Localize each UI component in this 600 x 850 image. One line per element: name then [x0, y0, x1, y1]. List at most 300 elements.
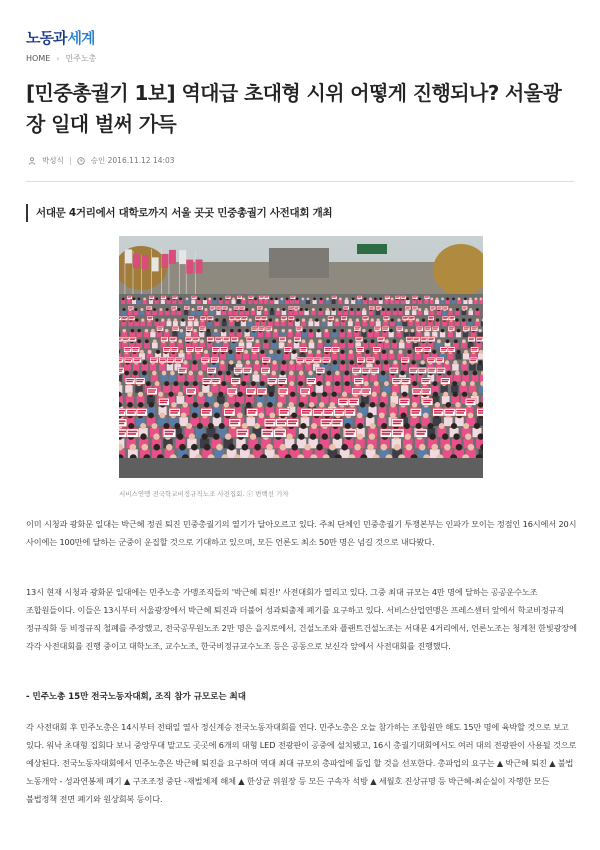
person-head	[322, 392, 327, 397]
person-body	[163, 385, 170, 393]
person-body	[154, 321, 159, 326]
person-body	[326, 375, 333, 382]
protest-sign-text	[437, 308, 441, 309]
protest-sign	[278, 388, 288, 395]
person-body	[376, 310, 380, 315]
article-subtitle: 서대문 4거리에서 대학로까지 서울 곳곳 민중총궐기 사전대회 개최	[26, 204, 332, 222]
person-head	[394, 444, 401, 451]
person-head	[345, 298, 348, 301]
person-head	[193, 329, 197, 333]
person-body	[428, 321, 433, 326]
protest-sign-text	[122, 317, 127, 318]
person-head	[201, 433, 207, 439]
person-head	[138, 402, 144, 408]
person-body	[299, 310, 303, 315]
protest-sign-text	[344, 307, 349, 308]
person-head	[264, 308, 267, 311]
person-body	[368, 332, 373, 337]
person-head	[357, 308, 360, 311]
person-body	[316, 385, 323, 393]
person-head	[271, 308, 274, 311]
protest-sign-text	[187, 327, 192, 328]
person-head	[281, 329, 285, 333]
person-head	[254, 444, 261, 451]
person-head	[334, 339, 338, 343]
person-head	[340, 339, 344, 343]
person-head	[240, 339, 244, 343]
person-head	[208, 298, 211, 301]
protest-sign-text	[186, 339, 191, 340]
protest-sign-text	[119, 412, 124, 414]
protest-sign-text	[393, 420, 402, 422]
protest-sign-text	[226, 296, 230, 297]
flag	[179, 250, 186, 264]
person-head	[156, 350, 160, 354]
protest-sign-text	[339, 400, 347, 401]
person-body	[392, 385, 399, 393]
protest-sign-text	[423, 400, 431, 401]
protest-sign-text	[382, 433, 390, 435]
person-body	[242, 300, 246, 304]
protest-sign-text	[160, 358, 167, 359]
protest-sign-text	[213, 350, 218, 351]
person-head	[208, 423, 214, 429]
person-body	[468, 300, 472, 304]
protest-sign-text	[477, 338, 483, 339]
protest-sign-text	[196, 350, 201, 351]
protest-sign-text	[122, 318, 126, 319]
person-body	[254, 364, 261, 371]
protest-sign-text	[406, 308, 410, 309]
person-body	[462, 375, 469, 382]
person-head	[288, 329, 292, 333]
protest-sign-text	[442, 381, 448, 382]
person-body	[191, 300, 195, 304]
person-head	[455, 402, 461, 408]
person-head	[177, 308, 180, 311]
person-body	[383, 321, 388, 326]
protest-sign-text	[259, 329, 264, 330]
protest-sign-text	[238, 431, 248, 433]
person-body	[227, 396, 235, 404]
person-head	[254, 298, 257, 301]
protest-sign-text	[168, 360, 174, 361]
person-body	[449, 321, 454, 326]
person-head	[173, 381, 178, 386]
protest-sign-text	[281, 318, 285, 319]
protest-sign-text	[289, 317, 294, 318]
person-head	[326, 298, 329, 301]
protest-sign-text	[378, 338, 384, 339]
person-body	[298, 375, 305, 382]
protest-sign-text	[317, 370, 323, 371]
person-body	[468, 310, 472, 315]
protest-sign-text	[230, 420, 239, 422]
person-head	[326, 308, 329, 311]
protest-sign-text	[160, 360, 166, 361]
person-head	[412, 381, 417, 386]
protest-sign-text	[210, 307, 215, 308]
protest-sign-text	[393, 433, 401, 435]
person-head	[335, 381, 340, 386]
person-body	[401, 364, 408, 371]
person-body	[207, 321, 212, 326]
protest-sign-text	[345, 433, 353, 435]
person-head	[130, 444, 137, 451]
person-body	[137, 332, 142, 337]
person-body	[143, 300, 147, 304]
person-body	[324, 332, 329, 337]
person-head	[159, 412, 165, 418]
protest-sign-text	[403, 318, 407, 319]
person-head	[445, 360, 449, 364]
person-body	[343, 310, 347, 315]
protest-sign	[124, 347, 132, 352]
person-body	[398, 310, 402, 315]
person-head	[443, 392, 448, 397]
person-head	[453, 392, 458, 397]
protest-sign-text	[125, 348, 131, 349]
protest-sign-text	[265, 420, 274, 422]
protest-sign-text	[242, 318, 246, 319]
person-body	[461, 321, 466, 326]
person-head	[183, 360, 187, 364]
protest-sign-text	[185, 308, 189, 309]
person-head	[127, 392, 132, 397]
person-head	[393, 360, 397, 364]
person-head	[137, 329, 141, 333]
person-head	[330, 402, 336, 408]
protest-sign-text	[196, 348, 202, 349]
protest-sign	[409, 367, 418, 373]
person-body	[386, 310, 390, 315]
person-body	[363, 300, 367, 304]
person-head	[272, 360, 276, 364]
person-head	[288, 402, 294, 408]
person-head	[478, 360, 482, 364]
person-head	[215, 318, 218, 321]
person-head	[299, 371, 304, 376]
person-body	[435, 321, 440, 326]
article-paragraph-1: 이미 시청과 광화문 일대는 박근혜 정권 퇴진 민중총궐기의 열기가 달아오르고 있다. 주최 단체인 민중총궐기 투쟁본부는 인파가 모이는 정점인 16시에서 20시 사이에는 100만에 달하는 군중이 운집할 것으로 기대하고 있으며, 모든 언론도 최소 50만 명은 넘길 것으로 내다봤다.	[26, 519, 577, 547]
person-head	[275, 318, 278, 321]
protest-sign-text	[222, 308, 226, 309]
protest-sign-text	[262, 370, 268, 371]
person-head	[258, 412, 264, 418]
protest-sign-text	[396, 296, 400, 297]
person-head	[379, 412, 385, 418]
person-head	[420, 360, 424, 364]
protest-sign-text	[119, 360, 122, 361]
person-head	[322, 318, 325, 321]
person-body	[463, 353, 469, 359]
protest-sign-text	[119, 317, 121, 318]
person-head	[207, 392, 212, 397]
protest-sign-text	[445, 412, 453, 414]
protest-sign-text	[151, 358, 158, 359]
author-name: 박성식	[42, 156, 64, 165]
person-body	[442, 321, 447, 326]
protest-sign-text	[357, 348, 363, 349]
protest-sign-text	[192, 297, 196, 298]
protest-sign-text	[332, 420, 341, 422]
person-head	[375, 360, 379, 364]
person-head	[250, 433, 256, 439]
person-head	[315, 318, 318, 321]
person-body	[144, 332, 149, 337]
person-head	[392, 339, 396, 343]
person-head	[405, 433, 411, 439]
site-logo[interactable]	[26, 28, 94, 48]
person-body	[442, 310, 446, 315]
protest-sign-text	[217, 308, 221, 309]
person-body	[316, 332, 321, 337]
protest-sign-text	[423, 402, 430, 403]
person-head	[429, 433, 435, 439]
person-body	[370, 375, 377, 382]
person-body	[200, 321, 205, 326]
protest-sign	[227, 388, 237, 395]
protest-sign-text	[170, 412, 178, 414]
person-head	[329, 444, 336, 451]
protest-sign-text	[285, 348, 291, 349]
person-head	[131, 329, 135, 333]
flag	[133, 254, 140, 268]
protest-sign-text	[353, 389, 361, 390]
person-head	[266, 444, 273, 451]
person-head	[469, 308, 472, 311]
person-body	[294, 343, 300, 349]
protest-sign-text	[123, 339, 128, 340]
protest-sign-text	[128, 433, 136, 435]
protest-sign	[163, 347, 171, 352]
protest-sign-text	[358, 360, 364, 361]
person-body	[362, 310, 366, 315]
protest-sign-text	[237, 296, 241, 297]
person-body	[479, 385, 483, 393]
person-head	[319, 308, 322, 311]
protest-sign-text	[148, 317, 153, 318]
person-head	[462, 318, 465, 321]
protest-sign-text	[208, 317, 213, 318]
protest-sign	[373, 347, 381, 352]
breadcrumb-home[interactable]: HOME	[26, 54, 51, 63]
person-head	[189, 433, 195, 439]
person-head	[468, 444, 475, 451]
person-head	[145, 339, 149, 343]
person-head	[192, 308, 195, 311]
person-body	[355, 321, 360, 326]
person-body	[474, 300, 478, 304]
protest-sign-text	[203, 379, 211, 380]
person-head	[141, 318, 144, 321]
protest-sign-text	[400, 402, 407, 403]
protest-sign	[447, 347, 455, 352]
person-body	[399, 343, 405, 349]
person-head	[174, 318, 177, 321]
person-head	[476, 308, 479, 311]
person-head	[374, 298, 377, 301]
protest-sign-text	[443, 308, 447, 309]
protest-sign	[178, 367, 187, 373]
protest-sign-text	[437, 307, 442, 308]
protest-sign-text	[208, 338, 214, 339]
person-head	[453, 433, 459, 439]
person-head	[242, 423, 248, 429]
protest-sign-text	[317, 369, 324, 370]
person-head	[416, 318, 419, 321]
person-body	[309, 343, 315, 349]
person-head	[290, 392, 295, 397]
person-head	[432, 381, 437, 386]
person-body	[435, 300, 439, 304]
person-body	[415, 353, 421, 359]
breadcrumb	[26, 53, 96, 64]
protest-sign-text	[400, 400, 408, 401]
protest-sign-text	[148, 318, 152, 319]
protest-sign-text	[127, 410, 136, 412]
person-head	[218, 371, 223, 376]
person-body	[195, 353, 201, 359]
person-head	[381, 423, 387, 429]
person-body	[408, 321, 413, 326]
person-head	[369, 433, 375, 439]
person-body	[121, 321, 126, 326]
protest-sign-text	[161, 338, 167, 339]
protest-sign-text	[212, 358, 219, 359]
protest-sign-text	[411, 410, 420, 412]
protest-sign-text	[277, 420, 286, 422]
person-head	[255, 360, 259, 364]
protest-sign-text	[291, 296, 295, 297]
protest-sign-text	[187, 350, 192, 351]
person-body	[159, 364, 166, 371]
person-body	[343, 375, 350, 382]
protest-sign-text	[164, 348, 170, 349]
protest-sign-text	[442, 379, 450, 380]
protest-sign	[421, 388, 431, 395]
person-body	[271, 364, 278, 371]
protest-sign-text	[437, 370, 443, 371]
protest-sign	[135, 378, 145, 384]
person-head	[452, 298, 455, 301]
protest-sign	[212, 347, 220, 352]
person-head	[191, 444, 198, 451]
protest-sign-text	[263, 360, 269, 361]
person-body	[440, 385, 447, 393]
person-head	[280, 444, 287, 451]
person-body	[380, 375, 387, 382]
protest-sign-text	[256, 317, 261, 318]
person-body	[469, 364, 476, 371]
protest-sign-text	[258, 391, 265, 392]
protest-sign-text	[119, 420, 126, 422]
person-body	[368, 300, 372, 304]
person-head	[242, 444, 249, 451]
person-body	[446, 300, 450, 304]
person-head	[365, 350, 369, 354]
protest-sign	[246, 388, 256, 395]
person-body	[448, 310, 452, 315]
breadcrumb-category[interactable]: 민주노총	[65, 54, 97, 63]
protest-sign-text	[416, 348, 422, 349]
protest-sign	[392, 378, 402, 384]
person-head	[245, 329, 249, 333]
protest-sign-text	[294, 308, 298, 309]
person-head	[158, 392, 163, 397]
protest-sign	[417, 367, 426, 373]
protest-sign-text	[208, 369, 215, 370]
protest-sign-text	[449, 327, 454, 328]
protest-sign-text	[472, 329, 477, 330]
protest-sign-text	[324, 410, 333, 412]
person-head	[368, 329, 372, 333]
person-head	[269, 318, 272, 321]
person-body	[187, 375, 194, 382]
person-head	[344, 371, 349, 376]
person-body	[296, 364, 303, 371]
person-head	[385, 339, 389, 343]
protest-sign-text	[244, 370, 250, 371]
person-body	[357, 300, 361, 304]
person-body	[254, 300, 258, 304]
person-head	[237, 412, 243, 418]
person-body	[457, 300, 461, 304]
person-head	[288, 339, 292, 343]
person-body	[461, 343, 467, 349]
protest-sign-text	[202, 360, 208, 361]
person-head	[371, 318, 374, 321]
person-head	[479, 350, 483, 354]
protest-sign-text	[433, 329, 438, 330]
protest-sign-text	[164, 350, 169, 351]
person-head	[406, 444, 413, 451]
person-body	[373, 300, 377, 304]
person-head	[390, 412, 396, 418]
person-body	[406, 343, 412, 349]
person-body	[462, 310, 466, 315]
protest-sign-text	[350, 400, 358, 401]
road-sign	[357, 244, 387, 254]
person-body	[167, 321, 172, 326]
person-body	[332, 364, 339, 371]
person-head	[370, 402, 376, 408]
protest-sign-text	[443, 307, 448, 308]
person-head	[332, 392, 337, 397]
person-body	[264, 310, 268, 315]
person-head	[432, 350, 436, 354]
protest-sign-text	[263, 431, 273, 433]
protest-sign	[324, 347, 332, 352]
protest-sign-text	[345, 412, 353, 414]
protest-sign-text	[433, 327, 438, 328]
protest-sign-text	[367, 360, 373, 361]
protest-sign-text	[441, 348, 447, 349]
protest-sign-text	[127, 296, 131, 297]
person-head	[311, 423, 317, 429]
person-head	[221, 381, 226, 386]
person-head	[140, 423, 146, 429]
protest-sign-text	[416, 431, 426, 433]
protest-sign	[440, 347, 448, 352]
person-body	[280, 300, 284, 304]
protest-sign-text	[443, 317, 448, 318]
person-head	[162, 371, 167, 376]
protest-sign-text	[200, 327, 205, 328]
protest-sign-text	[216, 339, 221, 340]
protest-sign	[243, 367, 252, 373]
person-body	[424, 300, 428, 304]
